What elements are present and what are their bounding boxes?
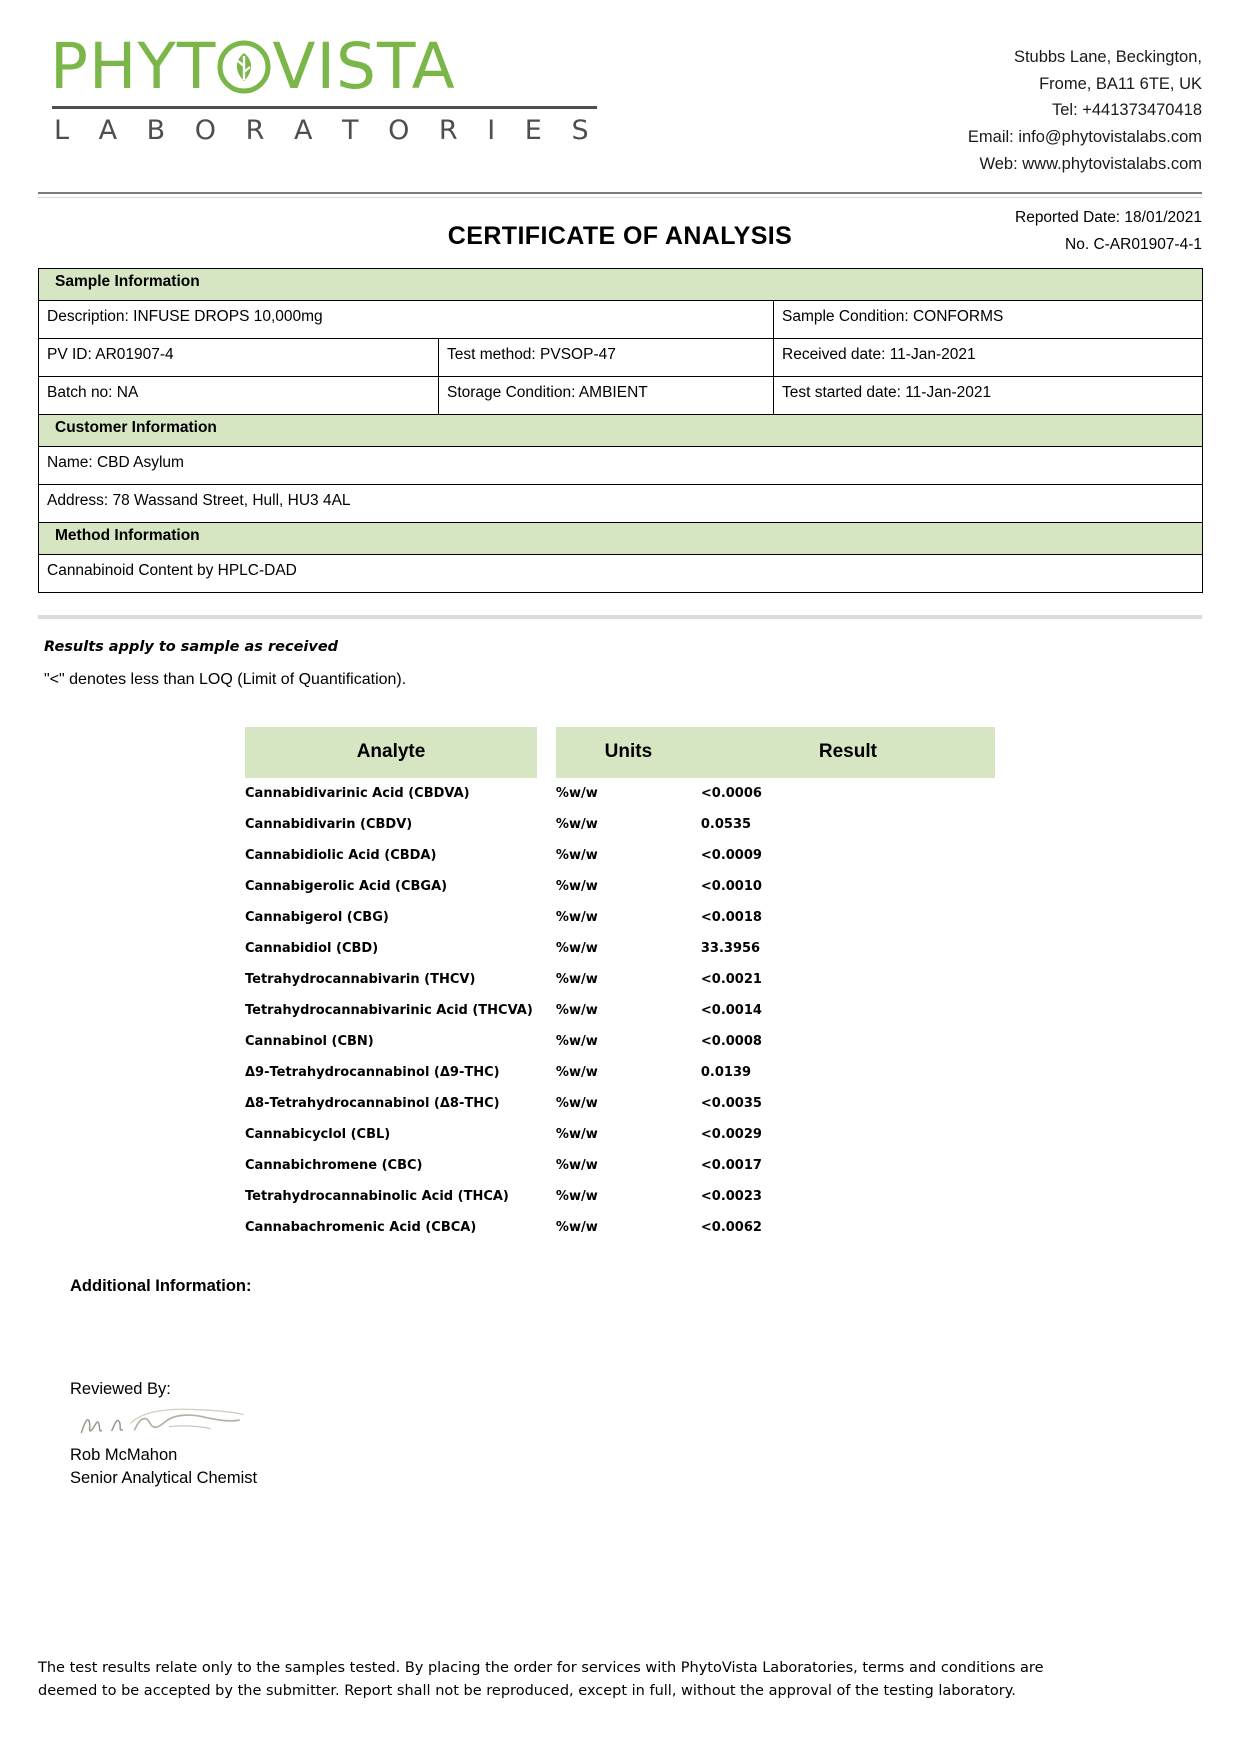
reviewer-name: Rob McMahon bbox=[70, 1445, 178, 1464]
analyte-result: <0.0014 bbox=[700, 1002, 762, 1018]
cell-gap bbox=[537, 1119, 556, 1150]
analyte-name: Δ8-Tetrahydrocannabinol (Δ8-THC) bbox=[245, 1095, 500, 1111]
analyte-result: <0.0062 bbox=[700, 1219, 762, 1235]
analyte-name: Cannabidiol (CBD) bbox=[245, 940, 379, 956]
analyte-units: %w/w bbox=[555, 1095, 598, 1111]
cell-gap bbox=[537, 902, 556, 933]
analyte-result: 0.0535 bbox=[700, 816, 752, 832]
analyte-name: Cannabachromenic Acid (CBCA) bbox=[245, 1219, 477, 1235]
analyte-name: Cannabidivarin (CBDV) bbox=[245, 816, 413, 832]
contact-email: Email: info@phytovistalabs.com bbox=[967, 128, 1202, 147]
table-row bbox=[245, 1119, 995, 1150]
footer-line-2: deemed to be accepted by the submitter. Report shall not be reproduced, except in full, without the approval of the testing laboratory. bbox=[38, 1682, 1016, 1699]
contact-address-line-2: Frome, BA11 6TE, UK bbox=[1039, 74, 1202, 93]
method-description: Cannabinoid Content by HPLC-DAD bbox=[39, 554, 1203, 592]
column-header-units: Units bbox=[556, 727, 701, 778]
sample-condition: Sample Condition: CONFORMS bbox=[774, 300, 1203, 338]
table-row bbox=[39, 554, 1203, 592]
cell-gap bbox=[537, 964, 556, 995]
table-row bbox=[39, 268, 1203, 300]
table-row bbox=[245, 964, 995, 995]
analyte-name: Cannabichromene (CBC) bbox=[245, 1157, 423, 1173]
cell-gap bbox=[537, 1057, 556, 1088]
analyte-units: %w/w bbox=[555, 847, 598, 863]
customer-name: Name: CBD Asylum bbox=[39, 446, 1203, 484]
brand-name-part2: VISTA bbox=[272, 30, 456, 103]
footer-line-1: The test results relate only to the samples tested. By placing the order for services with PhytoVista Laboratories, terms and conditions are bbox=[38, 1660, 1044, 1677]
analyte-name: Cannabicyclol (CBL) bbox=[245, 1126, 391, 1142]
analyte-units: %w/w bbox=[555, 1126, 598, 1142]
analyte-name: Tetrahydrocannabivarin (THCV) bbox=[245, 971, 476, 987]
analyte-units: %w/w bbox=[555, 909, 598, 925]
analyte-units: %w/w bbox=[555, 1064, 598, 1080]
table-row bbox=[39, 300, 1203, 338]
brand-divider bbox=[52, 106, 597, 109]
cell-gap bbox=[537, 1212, 556, 1243]
table-row bbox=[245, 933, 995, 964]
analyte-units: %w/w bbox=[555, 878, 598, 894]
brand-name-part1: PHYT bbox=[50, 30, 217, 103]
contact-address-line-1: Stubbs Lane, Beckington, bbox=[1013, 48, 1202, 66]
analyte-units: %w/w bbox=[555, 816, 598, 832]
table-row bbox=[39, 414, 1203, 446]
analyte-units: %w/w bbox=[555, 1002, 598, 1018]
method-information-band: Method Information bbox=[39, 522, 1203, 554]
analyte-result: 33.3956 bbox=[700, 940, 761, 956]
table-row bbox=[245, 778, 995, 809]
analyte-result: <0.0018 bbox=[700, 909, 762, 925]
cell-gap bbox=[537, 871, 556, 902]
cell-gap bbox=[537, 809, 556, 840]
table-row bbox=[39, 338, 1203, 376]
cell-gap bbox=[537, 1150, 556, 1181]
storage-condition: Storage Condition: AMBIENT bbox=[439, 376, 774, 414]
cell-gap bbox=[537, 1181, 556, 1212]
reviewed-by-label: Reviewed By: bbox=[70, 1379, 171, 1398]
leaf-in-circle-icon bbox=[217, 40, 271, 94]
column-gap bbox=[537, 727, 556, 778]
signature-block bbox=[38, 1378, 1202, 1492]
analyte-name: Cannabinol (CBN) bbox=[245, 1033, 374, 1049]
table-row bbox=[39, 376, 1203, 414]
table-row bbox=[39, 446, 1203, 484]
report-meta bbox=[1015, 204, 1202, 258]
table-row bbox=[245, 1181, 995, 1212]
analyte-result: <0.0010 bbox=[700, 878, 762, 894]
table-row bbox=[245, 1150, 995, 1181]
analyte-name: Δ9-Tetrahydrocannabinol (Δ9-THC) bbox=[245, 1064, 500, 1080]
brand-logo bbox=[38, 30, 670, 147]
cell-gap bbox=[537, 1088, 556, 1119]
section-divider bbox=[38, 615, 1202, 619]
table-row bbox=[245, 809, 995, 840]
analyte-units: %w/w bbox=[555, 1033, 598, 1049]
cell-gap bbox=[537, 995, 556, 1026]
analyte-result: <0.0017 bbox=[700, 1157, 762, 1173]
brand-wordmark bbox=[50, 30, 670, 103]
table-row bbox=[39, 522, 1203, 554]
document-header bbox=[38, 30, 1202, 178]
table-row bbox=[245, 1057, 995, 1088]
table-row bbox=[245, 902, 995, 933]
information-table bbox=[38, 268, 1203, 593]
results-header-row bbox=[245, 727, 995, 778]
sample-description: Description: INFUSE DROPS 10,000mg bbox=[39, 300, 774, 338]
table-row bbox=[245, 871, 995, 902]
analyte-units: %w/w bbox=[555, 785, 598, 801]
reviewer-role: Senior Analytical Chemist bbox=[70, 1469, 258, 1488]
results-section bbox=[38, 727, 1202, 1243]
table-row bbox=[245, 995, 995, 1026]
analyte-result: <0.0021 bbox=[700, 971, 762, 987]
cell-gap bbox=[537, 778, 556, 809]
contact-website: Web: www.phytovistalabs.com bbox=[979, 154, 1202, 173]
analyte-name: Tetrahydrocannabivarinic Acid (THCVA) bbox=[245, 1002, 533, 1018]
analyte-result: <0.0029 bbox=[700, 1126, 762, 1142]
analyte-name: Cannabigerolic Acid (CBGA) bbox=[245, 878, 448, 894]
analyte-units: %w/w bbox=[555, 1157, 598, 1173]
test-started-date: Test started date: 11-Jan-2021 bbox=[774, 376, 1203, 414]
pv-id: PV ID: AR01907-4 bbox=[39, 338, 439, 376]
analyte-name: Cannabigerol (CBG) bbox=[245, 909, 389, 925]
reported-date: Reported Date: 18/01/2021 bbox=[1015, 208, 1202, 226]
column-header-result: Result bbox=[701, 727, 995, 778]
title-row bbox=[38, 198, 1202, 264]
cell-gap bbox=[537, 840, 556, 871]
results-apply-note: Results apply to sample as received bbox=[44, 638, 339, 655]
analyte-result: <0.0009 bbox=[700, 847, 762, 863]
results-table bbox=[245, 727, 995, 1243]
cell-gap bbox=[537, 1026, 556, 1057]
analyte-result: <0.0008 bbox=[700, 1033, 762, 1049]
additional-information-label: Additional Information: bbox=[70, 1276, 252, 1295]
brand-subtitle: L A B O R A T O R I E S bbox=[54, 115, 600, 147]
customer-address: Address: 78 Wassand Street, Hull, HU3 4AL bbox=[39, 484, 1203, 522]
lab-contact-info bbox=[968, 34, 1202, 178]
test-method: Test method: PVSOP-47 bbox=[439, 338, 774, 376]
cell-gap bbox=[537, 933, 556, 964]
analyte-result: <0.0006 bbox=[700, 785, 762, 801]
report-number: No. C-AR01907-4-1 bbox=[1065, 235, 1202, 253]
table-row bbox=[245, 840, 995, 871]
analyte-result: <0.0023 bbox=[700, 1188, 762, 1204]
analyte-units: %w/w bbox=[555, 1188, 598, 1204]
batch-no: Batch no: NA bbox=[39, 376, 439, 414]
table-row bbox=[245, 1026, 995, 1057]
page-title: CERTIFICATE OF ANALYSIS bbox=[447, 221, 793, 250]
received-date: Received date: 11-Jan-2021 bbox=[774, 338, 1203, 376]
contact-phone: Tel: +441373470418 bbox=[1051, 101, 1202, 120]
analyte-name: Cannabidivarinic Acid (CBDVA) bbox=[245, 785, 470, 801]
table-row bbox=[245, 1212, 995, 1243]
analyte-units: %w/w bbox=[555, 971, 598, 987]
analyte-result: <0.0035 bbox=[700, 1095, 762, 1111]
footer-disclaimer bbox=[38, 1657, 1202, 1702]
analyte-name: Cannabidiolic Acid (CBDA) bbox=[245, 847, 437, 863]
analyte-result: 0.0139 bbox=[700, 1064, 752, 1080]
table-row bbox=[39, 484, 1203, 522]
analyte-units: %w/w bbox=[555, 940, 598, 956]
analyte-name: Tetrahydrocannabinolic Acid (THCA) bbox=[245, 1188, 509, 1204]
column-header-analyte: Analyte bbox=[245, 727, 537, 778]
handwritten-signature-icon bbox=[70, 1404, 300, 1442]
loq-note: "<" denotes less than LOQ (Limit of Quantification). bbox=[44, 670, 407, 688]
table-row bbox=[245, 1088, 995, 1119]
analyte-units: %w/w bbox=[555, 1219, 598, 1235]
customer-information-band: Customer Information bbox=[39, 414, 1203, 446]
sample-information-band: Sample Information bbox=[39, 268, 1203, 300]
